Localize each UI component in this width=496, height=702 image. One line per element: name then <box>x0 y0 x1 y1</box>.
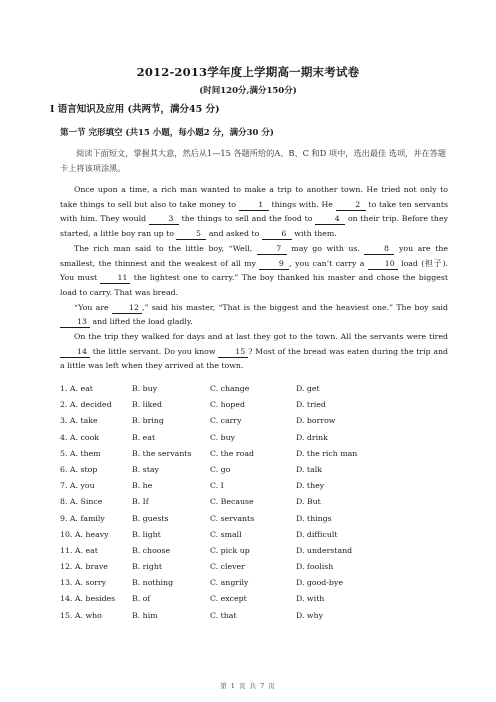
option-row-2 <box>60 400 460 416</box>
option-b: B. bring <box>132 416 164 426</box>
option-b: B. choose <box>132 545 171 555</box>
blank-10: 10 <box>368 259 398 270</box>
option-b: B. nothing <box>132 578 174 588</box>
option-b: B. light <box>132 529 161 539</box>
option-row-5 <box>60 449 460 465</box>
option-a: 3. A. take <box>60 416 98 426</box>
option-c: C. clever <box>210 562 245 572</box>
option-d: D. tried <box>296 400 326 410</box>
passage-text: “You are <box>74 302 112 312</box>
option-row-9 <box>60 514 460 530</box>
option-a: 13. A. sorry <box>60 578 107 588</box>
blank-14: 14 <box>60 347 90 358</box>
option-row-8 <box>60 497 460 513</box>
option-a: 9. A. family <box>60 513 105 523</box>
option-a: 5. A. them <box>60 448 101 458</box>
exam-subtitle: (时间120分,满分150分) <box>199 86 297 96</box>
option-c: C. Because <box>210 497 254 507</box>
option-d: D. understand <box>296 545 353 555</box>
blank-7: 7 <box>257 244 287 255</box>
passage-paragraph <box>60 301 448 330</box>
passage-text: On the trip they walked for days and at last they got to the town. All the servants were tired <box>74 332 448 342</box>
option-b: B. eat <box>132 432 156 442</box>
option-b: B. the servants <box>132 448 192 458</box>
option-c: C. carry <box>210 416 242 426</box>
option-c: C. change <box>210 384 250 393</box>
option-b: B. him <box>132 610 158 620</box>
exam-title: 2012-2013学年度上学期高一期末考试卷 <box>136 65 360 79</box>
blank-2: 2 <box>336 200 366 211</box>
passage-text: the little servant. Do you know <box>90 346 219 356</box>
passage-text: with them. <box>291 229 337 239</box>
option-c: C. that <box>210 610 237 620</box>
option-d: D. the rich man <box>296 448 358 458</box>
option-a: 2. A. decided <box>60 400 112 410</box>
blank-12: 12 <box>112 303 142 314</box>
option-d: D. borrow <box>296 416 336 426</box>
option-c: C. go <box>210 464 231 474</box>
passage-paragraph <box>60 330 448 374</box>
passage-text: may go with us. <box>286 243 365 253</box>
option-row-14 <box>60 594 460 610</box>
option-c: C. buy <box>210 432 236 442</box>
option-a: 11. A. eat <box>60 545 98 555</box>
option-b: B. stay <box>132 464 159 474</box>
option-b: B. guests <box>132 513 169 523</box>
subsection-heading: 第一节 完形填空 (共15 小题，每小题2 分，满分30 分) <box>60 128 274 138</box>
option-row-10 <box>60 530 460 546</box>
option-row-4 <box>60 433 460 449</box>
passage-text: the lightest one to carry.” The boy thanked his master and chose the biggest load to carry. That was bread. <box>60 273 448 297</box>
passage-paragraph <box>60 242 448 301</box>
option-c: C. small <box>210 529 242 539</box>
option-a: 6. A. stop <box>60 464 98 474</box>
option-d: D. But <box>296 497 321 507</box>
option-row-1 <box>60 384 460 400</box>
blank-3: 3 <box>149 214 179 225</box>
option-c: C. servants <box>210 513 255 523</box>
blank-8: 8 <box>364 244 394 255</box>
option-c: C. the road <box>210 448 254 458</box>
blank-13: 13 <box>60 317 90 328</box>
option-c: C. I <box>210 481 224 491</box>
option-d: D. they <box>296 481 325 491</box>
option-row-11 <box>60 546 460 562</box>
blank-11: 11 <box>100 273 130 284</box>
option-row-13 <box>60 578 460 594</box>
passage-text: ? Most of the bread was eaten during the trip and a little was left when they arrived at the town. <box>60 346 448 371</box>
option-a: 1. A. eat <box>60 384 93 393</box>
option-b: B. If <box>132 497 149 507</box>
option-a: 8. A. Since <box>60 497 103 507</box>
answer-options <box>60 384 460 627</box>
option-c: C. hoped <box>210 400 245 410</box>
option-d: D. talk <box>296 464 322 474</box>
option-row-6 <box>60 465 460 481</box>
option-row-12 <box>60 562 460 578</box>
option-row-7 <box>60 481 460 497</box>
passage-text: load (担子). You must <box>60 258 448 283</box>
passage-text: ,” said his master, “That is the biggest and the heaviest one.” The boy said <box>141 302 448 312</box>
option-a: 12. A. brave <box>60 562 108 572</box>
option-d: D. drink <box>296 432 328 442</box>
option-d: D. difficult <box>296 529 338 539</box>
option-row-3 <box>60 416 460 432</box>
blank-5: 5 <box>176 229 206 240</box>
passage-text: to take ten servants with him. They would <box>60 199 448 224</box>
page-number: 第 1 页 共 7 页 <box>220 682 276 690</box>
passage-paragraph <box>60 183 448 242</box>
option-b: B. of <box>132 594 151 604</box>
option-d: D. things <box>296 513 332 523</box>
option-a: 10. A. heavy <box>60 529 109 539</box>
option-row-15 <box>60 611 460 627</box>
option-b: B. liked <box>132 400 163 410</box>
instructions: 阅读下面短文，掌握其大意，然后从1—15 各题所给的A、B、C 和D 项中，选出最佳 选项，并在答题卡上将该项涂黑。 <box>60 148 447 173</box>
cloze-passage <box>60 183 448 374</box>
passage-text: things with. He <box>268 199 336 209</box>
option-d: D. good-bye <box>296 578 343 588</box>
blank-6: 6 <box>262 229 292 240</box>
option-a: 14. A. besides <box>60 594 116 604</box>
passage-text: and asked to <box>206 229 262 239</box>
option-d: D. with <box>296 594 325 604</box>
option-b: B. he <box>132 481 153 491</box>
section-heading: I 语言知识及应用 (共两节，满分45 分) <box>50 104 220 115</box>
blank-1: 1 <box>239 200 269 211</box>
blank-9: 9 <box>259 259 289 270</box>
passage-text: Once upon a time, a rich man wanted to make a trip to another town. He tried not only to take things to sell but also to take money to <box>60 185 448 209</box>
passage-text: and lifted the load gladly. <box>90 317 193 327</box>
option-a: 4. A. cook <box>60 432 99 442</box>
option-c: C. except <box>210 594 247 604</box>
passage-text: The rich man said to the little boy, “Well, <box>74 243 257 253</box>
option-d: D. why <box>296 610 324 620</box>
option-d: D. foolish <box>296 562 334 572</box>
option-b: B. right <box>132 562 163 572</box>
option-a: 7. A. you <box>60 481 95 491</box>
option-c: C. angrily <box>210 578 249 588</box>
blank-15: 15 <box>218 347 248 358</box>
passage-text: you are the smallest, the thinnest and the weakest of all my <box>60 243 448 268</box>
option-d: D. get <box>296 384 320 393</box>
option-c: C. pick up <box>210 545 250 555</box>
passage-text: the things to sell and the food to <box>178 214 316 224</box>
passage-text: on their trip. Before they started, a little boy ran up to <box>60 214 448 239</box>
blank-4: 4 <box>315 214 345 225</box>
option-b: B. buy <box>132 384 158 393</box>
option-a: 15. A. who <box>60 610 102 620</box>
passage-text: , you can’t carry a <box>289 258 368 268</box>
